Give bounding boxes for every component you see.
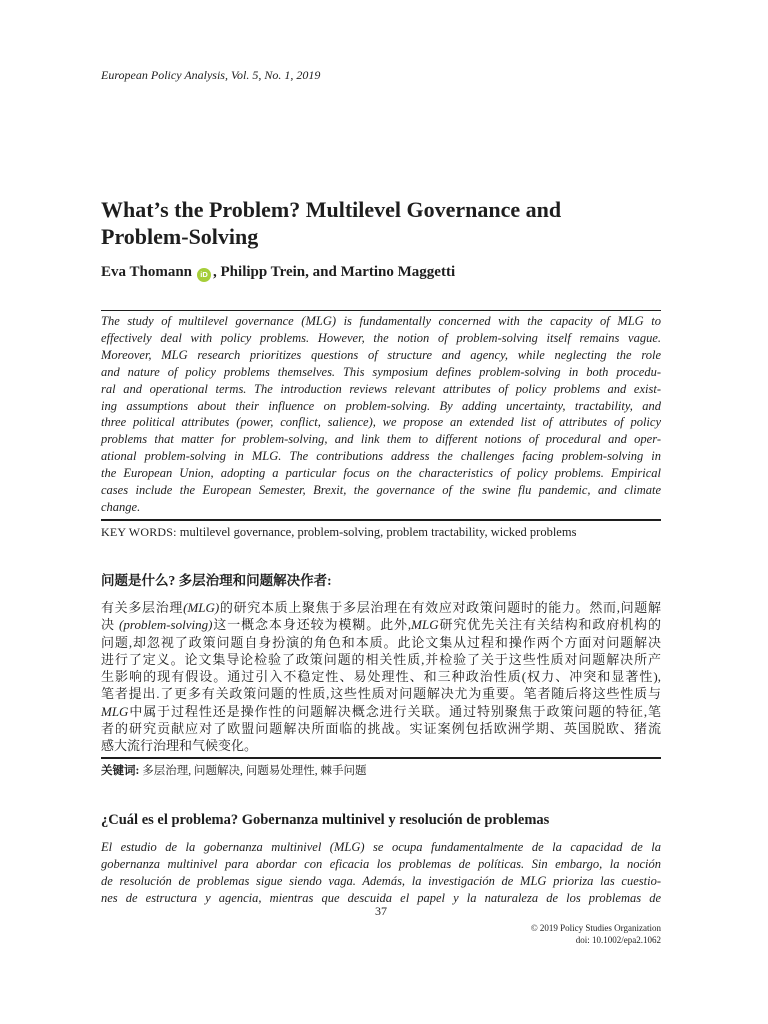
keywords-english bbox=[101, 524, 661, 540]
text-line: MLG中属于过程性还是操作性的问题解决概念进行关联。通过特别聚焦于政策问题的特征,笔 bbox=[101, 703, 661, 719]
author-name: Eva Thomann bbox=[101, 264, 193, 280]
text-line: 进行了定义。论文集导论检验了政策问题的相关性质,并检验了关于这些性质对问题解决所产 bbox=[101, 651, 661, 667]
page-number: 37 bbox=[375, 904, 387, 918]
keywords-text: 多层治理, 问题解决, 问题易处理性, 棘手问题 bbox=[142, 765, 367, 777]
text-line: 有关多层治理(MLG)的研究本质上聚焦于多层治理在有效应对政策问题时的能力。然而,问题解 bbox=[101, 600, 661, 615]
article-title-line: Problem-Solving bbox=[101, 224, 259, 249]
copyright-notice: © 2019 Policy Studies Organization bbox=[530, 923, 661, 933]
text-line: and nature of policy problems themselves. This symposium defines problem-solving in both procedu- bbox=[101, 364, 661, 379]
orcid-icon[interactable] bbox=[197, 268, 211, 282]
text-line: nes de estructura y agencia, mientras que descuida el papel y la naturaleza de los problemas de bbox=[101, 890, 661, 905]
text-line: 者的研究贡献应对了欧盟问题解决所面临的挑战。实证案例包括欧洲学期、英国脱欧、猪流 bbox=[101, 720, 661, 736]
text-line: problems that matter for problem-solving, and link them to different notions of procedural and oper- bbox=[101, 432, 661, 447]
doi: doi: 10.1002/epa2.1062 bbox=[575, 935, 661, 945]
article-title-line: What’s the Problem? Multilevel Governance and bbox=[101, 197, 562, 222]
journal-citation: European Policy Analysis, Vol. 5, No. 1, 2019 bbox=[101, 68, 321, 82]
italic-text: MLG bbox=[101, 703, 129, 719]
abstract-english bbox=[101, 313, 661, 516]
article-title bbox=[101, 196, 661, 250]
text-line: ral and operational terms. The introduction reviews relevant attributes of policy problems and exist- bbox=[101, 381, 661, 396]
text-line: effectively deal with policy problems. However, the notion of problem-solving itself remains vague. bbox=[101, 330, 661, 345]
italic-text: MLG bbox=[411, 617, 439, 633]
text-line: 决 (problem-solving)这一概念本身还较为模糊。此外,MLG研究优先关注有关结构和政府机构的 bbox=[101, 617, 661, 633]
text-line: cases include the European Semester, Brexit, the governance of the swine flu pandemic, and climate bbox=[101, 483, 661, 498]
text-line: The study of multilevel governance (MLG) is fundamentally concerned with the capacity of MLG to bbox=[101, 314, 661, 328]
text-line: Moreover, MLG research prioritizes questions of structure and agency, while neglecting the role bbox=[101, 347, 661, 362]
text-line: change. bbox=[101, 499, 141, 514]
keywords-chinese bbox=[101, 763, 661, 779]
abstract-chinese bbox=[101, 599, 661, 754]
text-line: El estudio de la gobernanza multinivel (MLG) se ocupa fundamentalmente de la capacidad de la bbox=[101, 839, 661, 854]
text-line: the European Union, adopting a particular focus on the characteristics of policy problems. Empirical bbox=[101, 466, 661, 481]
keywords-text: multilevel governance, problem-solving, problem tractability, wicked problems bbox=[179, 525, 577, 539]
text-line: 笔者提出.了更多有关政策问题的性质,这些性质对问题解决尤为重要。笔者随后将这些性质与 bbox=[101, 686, 661, 702]
author-list bbox=[101, 263, 661, 282]
orcid-icon-label: iD bbox=[200, 270, 208, 279]
text-line: 问题,却忽视了政策问题自身扮演的角色和本质。此论文集从过程和操作两个方面对问题解决 bbox=[101, 634, 661, 650]
coauthor-names: , Philipp Trein, and Martino Maggetti bbox=[213, 264, 456, 280]
text-line: ing assumptions about their influence on problem-solving. By adding uncertainty, tractability, and bbox=[101, 398, 661, 413]
divider bbox=[101, 310, 661, 311]
text-line: 感大流行治理和气候变化。 bbox=[101, 738, 258, 753]
italic-text: (problem-solving) bbox=[119, 617, 213, 633]
text-line: de resolución de problemas sigue siendo vaga. Además, la investigación de MLG prioriza las cuestio- bbox=[101, 873, 661, 888]
text-line: ational problem-solving in MLG. The contributions address the challenges facing problem-solving in bbox=[101, 449, 661, 464]
divider bbox=[101, 519, 661, 521]
abstract-chinese-heading: 问题是什么? 多层治理和问题解决作者: bbox=[101, 573, 332, 588]
keywords-label: KEY WORDS: bbox=[101, 525, 177, 539]
abstract-spanish bbox=[101, 839, 661, 907]
abstract-spanish-heading: ¿Cuál es el problema? Gobernanza multinivel y resolución de problemas bbox=[101, 812, 550, 828]
italic-text: (MLG) bbox=[183, 600, 220, 615]
text-line: three political attributes (power, conflict, salience), we propose an extended list of attributes of policy bbox=[101, 415, 661, 430]
text-line: gobernanza multinivel para abordar con eficacia los problemas de políticas. Sin embargo, la noción bbox=[101, 856, 661, 871]
keywords-label: 关键词: bbox=[101, 765, 140, 777]
divider bbox=[101, 757, 661, 759]
text-line: 生影响的现有假设。通过引入不稳定性、易处理性、和三种政治性质(权力、冲突和显著性), bbox=[101, 669, 661, 684]
